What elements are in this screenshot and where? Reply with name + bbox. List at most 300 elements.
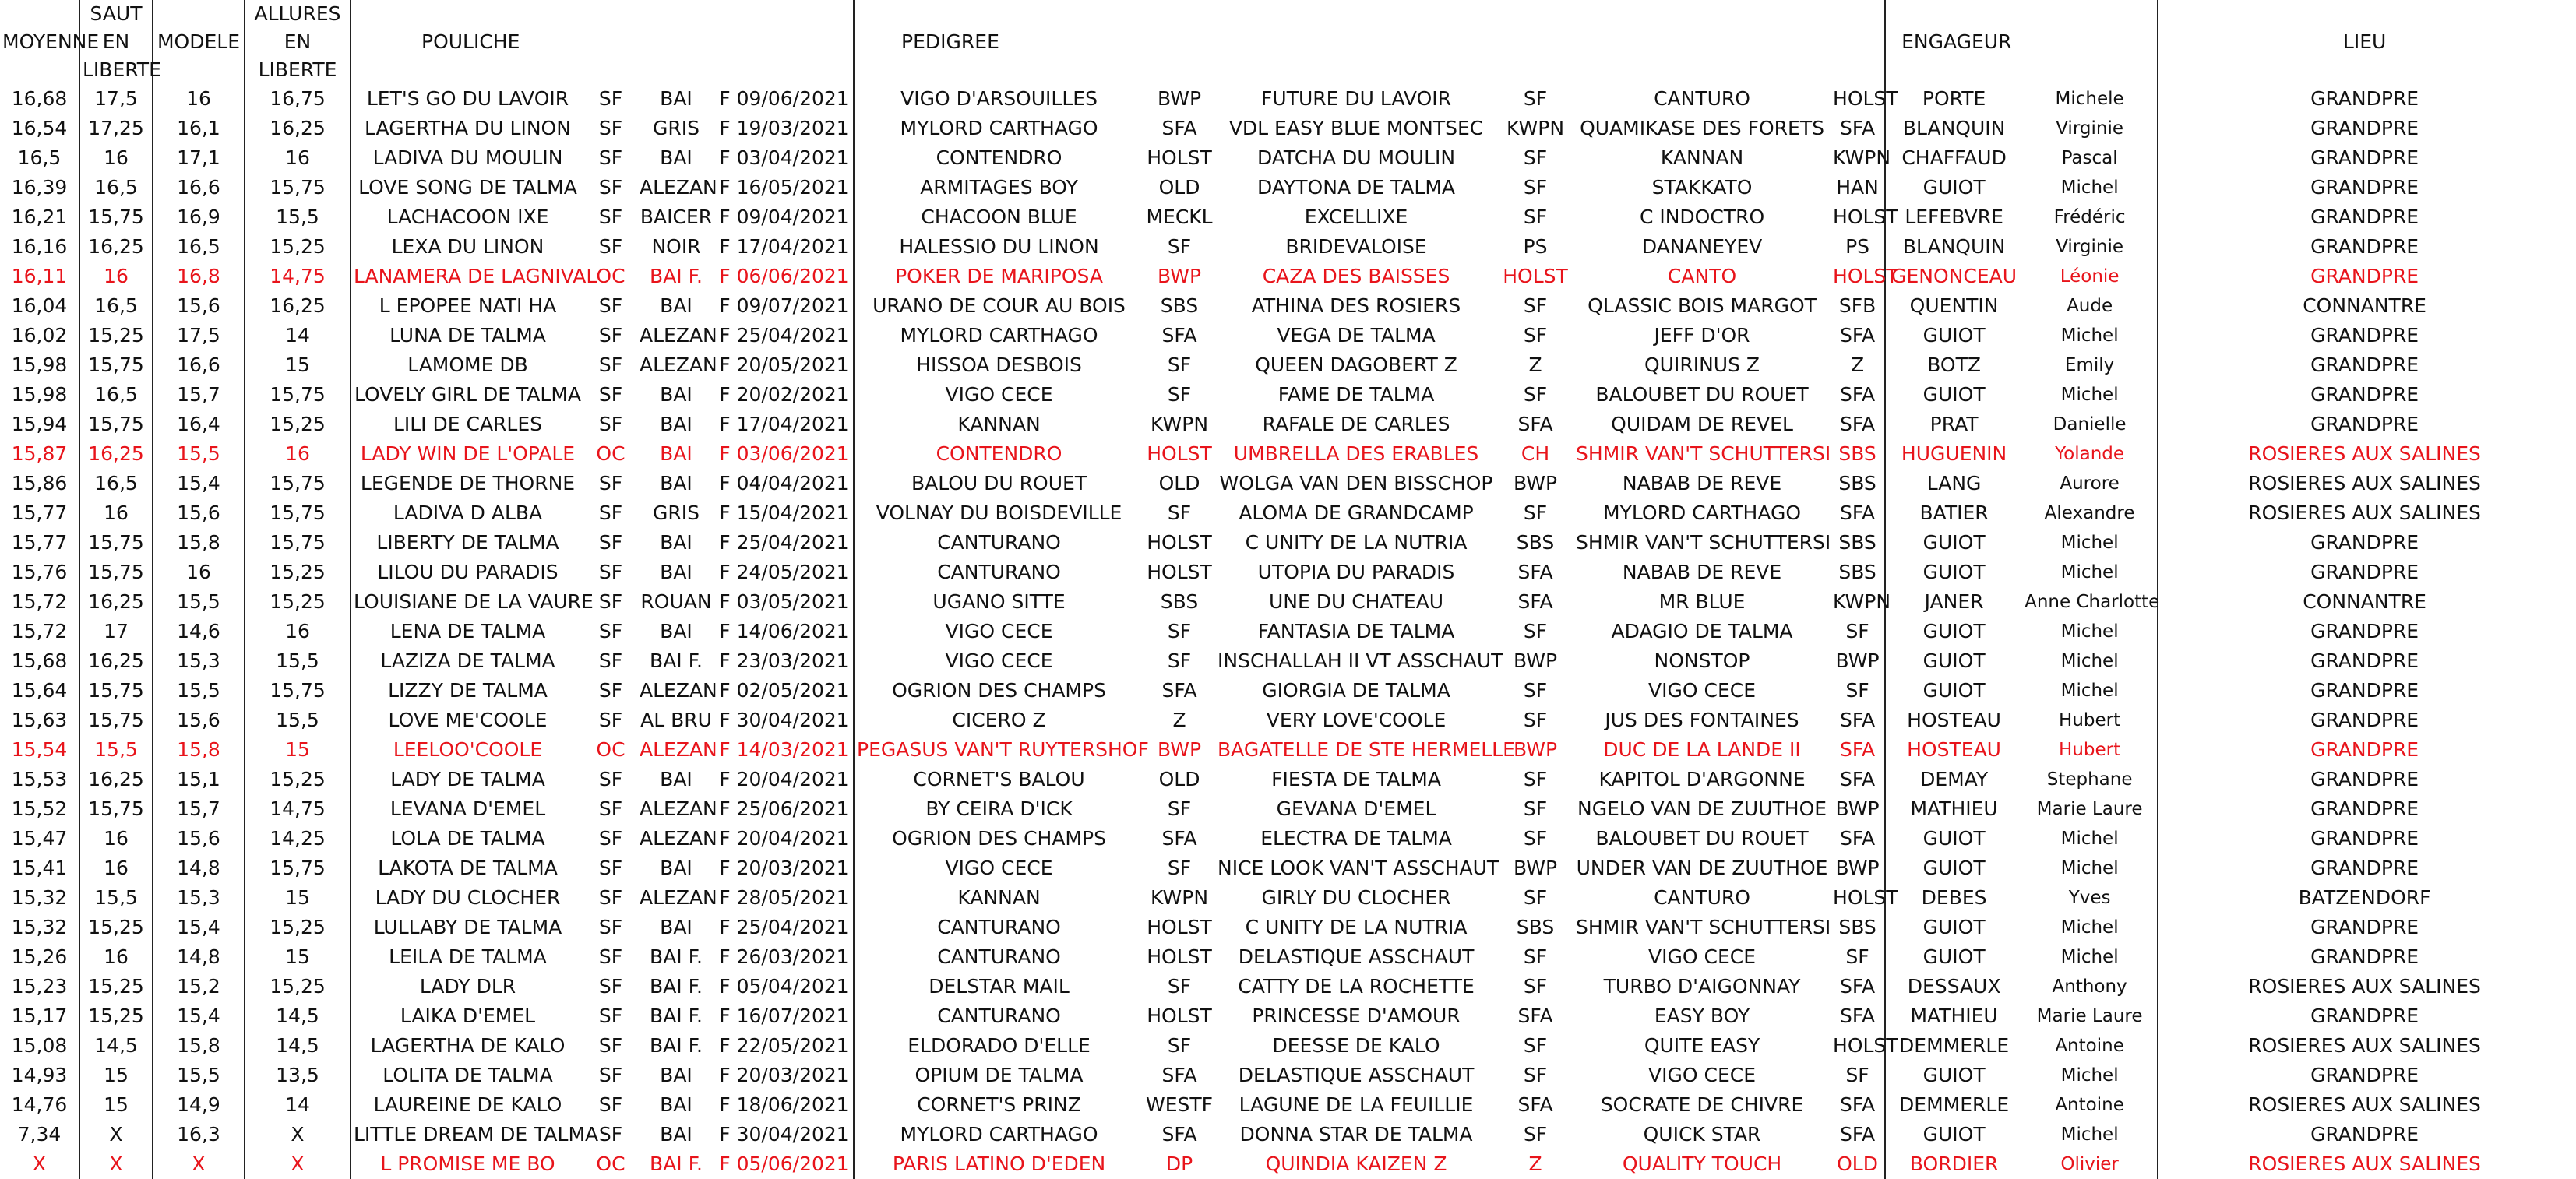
cell-race: SF [598, 1064, 623, 1086]
cell-race: SF [598, 324, 623, 347]
cell-pere: PEGASUS VAN'T RUYTERSHOF [854, 735, 1144, 765]
header-pedigree: PEDIGREE [854, 0, 1885, 84]
cell-lieu: GRANDPRE [2158, 646, 2571, 676]
cell-moyenne: 16,11 [11, 265, 68, 287]
cell-engageur-nom: CHAFFAUD [1885, 143, 2022, 173]
cell-engageur-nom: DESSAUX [1885, 972, 2022, 1001]
cell-modele: 15,8 [153, 735, 245, 765]
cell-lieu: GRANDPRE [2158, 114, 2571, 143]
table-row [0, 1001, 2571, 1031]
cell-pere-mere-race: BWP [1835, 649, 1880, 672]
cell-saut: 16,5 [79, 173, 153, 202]
cell-pere-race: SF [1167, 649, 1192, 672]
cell-mere: FAME DE TALMA [1277, 383, 1435, 406]
cell-robe: BAI F. [650, 1005, 703, 1027]
cell-lieu: GRANDPRE [2158, 558, 2571, 587]
cell-engageur-prenom: Stephane [2046, 769, 2133, 790]
cell-saut: 16,5 [79, 380, 153, 410]
cell-mere: UMBRELLA DES ERABLES [1233, 442, 1479, 465]
cell-modele: 15,5 [153, 439, 245, 469]
cell-pere-mere: SHMIR VAN'T SCHUTTERSI [1576, 916, 1831, 938]
table-row [0, 291, 2571, 321]
cell-saut: 15,75 [79, 202, 153, 232]
cell-lieu: ROSIERES AUX SALINES [2158, 439, 2571, 469]
table-row [0, 617, 2571, 646]
table-row [0, 143, 2571, 173]
header-lieu: LIEU [2158, 0, 2571, 84]
cell-mere: BAGATELLE DE STE HERMELLE [1218, 738, 1515, 761]
cell-race: SF [598, 679, 623, 702]
cell-allures: 15,75 [245, 853, 351, 883]
cell-mere: ATHINA DES ROSIERS [1251, 294, 1461, 317]
cell-naissance: F 20/03/2021 [719, 1064, 849, 1086]
cell-moyenne: 14,93 [11, 1064, 68, 1086]
cell-engageur-prenom: Aurore [2060, 473, 2120, 494]
cell-moyenne: 16,16 [11, 235, 68, 258]
table-row [0, 1090, 2571, 1120]
cell-allures: 15 [245, 735, 351, 765]
table-row [0, 1120, 2571, 1149]
cell-lieu: GRANDPRE [2158, 173, 2571, 202]
cell-engageur-nom: GUIOT [1885, 1120, 2022, 1149]
cell-mere-race: SF [1523, 620, 1548, 642]
cell-mere-race: SF [1523, 797, 1548, 820]
cell-moyenne: 7,34 [17, 1123, 62, 1146]
cell-engageur-nom: HOSTEAU [1885, 706, 2022, 735]
cell-race: SF [598, 886, 623, 909]
cell-engageur-nom: DEBES [1885, 883, 2022, 913]
cell-allures: 15 [245, 350, 351, 380]
cell-pere-race: SF [1167, 354, 1192, 376]
table-body [0, 84, 2571, 1179]
cell-race: SF [598, 827, 623, 850]
cell-pouliche: L EPOPEE NATI HA [351, 291, 584, 321]
cell-pere-mere: CANTURO [1654, 886, 1750, 909]
cell-lieu: GRANDPRE [2158, 794, 2571, 824]
cell-pere-mere-race: SFA [1840, 324, 1876, 347]
cell-saut: 15,5 [79, 735, 153, 765]
cell-modele: 15,4 [153, 1001, 245, 1031]
cell-engageur-nom: PRAT [1885, 410, 2022, 439]
cell-race: SF [598, 87, 623, 110]
cell-moyenne: 15,98 [11, 354, 68, 376]
table-row [0, 706, 2571, 735]
cell-race: SF [598, 117, 623, 139]
cell-saut: 15,75 [79, 558, 153, 587]
cell-naissance: F 02/05/2021 [719, 679, 849, 702]
cell-allures: X [245, 1120, 351, 1149]
cell-mere: LAGUNE DE LA FEUILLIE [1239, 1093, 1474, 1116]
cell-pere-mere-race: SBS [1838, 916, 1876, 938]
cell-engageur-nom: GUIOT [1885, 646, 2022, 676]
cell-robe: BAI F. [650, 649, 703, 672]
cell-saut: X [79, 1120, 153, 1149]
cell-robe: BAI F. [650, 1153, 703, 1175]
cell-naissance: F 14/03/2021 [719, 738, 849, 761]
cell-robe: BAICER [640, 206, 713, 228]
cell-pere-mere-race: SF [1845, 1064, 1869, 1086]
cell-robe: BAI [660, 1064, 692, 1086]
cell-pere-mere: MYLORD CARTHAGO [1603, 502, 1802, 524]
cell-moyenne: 15,52 [11, 797, 68, 820]
cell-modele: 15,7 [153, 380, 245, 410]
cell-saut: 16 [79, 498, 153, 528]
table-row [0, 498, 2571, 528]
cell-pere-mere: KAPITOL D'ARGONNE [1598, 768, 1806, 790]
table-row [0, 646, 2571, 676]
cell-saut: 17,5 [79, 84, 153, 114]
cell-engageur-prenom: Antoine [2055, 1095, 2124, 1115]
cell-robe: BAI [660, 561, 692, 583]
cell-pouliche: LANAMERA DE LAGNIVAL [351, 262, 584, 291]
cell-engageur-nom: GUIOT [1885, 528, 2022, 558]
cell-mere-race: HOLST [1503, 265, 1568, 287]
cell-pere-mere-race: SBS [1838, 531, 1876, 554]
cell-allures: 15,25 [245, 765, 351, 794]
cell-modele: 17,5 [153, 321, 245, 350]
cell-engageur-prenom: Pascal [2061, 148, 2118, 168]
cell-naissance: F 25/04/2021 [719, 531, 849, 554]
cell-moyenne: 15,64 [11, 679, 68, 702]
cell-pere-mere: QUIRINUS Z [1644, 354, 1760, 376]
cell-race: SF [598, 1034, 623, 1057]
cell-saut: 17,25 [79, 114, 153, 143]
cell-naissance: F 16/05/2021 [719, 176, 849, 199]
cell-modele: 15,5 [153, 676, 245, 706]
cell-pere-race: SFA [1161, 1123, 1197, 1146]
cell-allures: 16,25 [245, 291, 351, 321]
cell-pere-mere: DUC DE LA LANDE II [1603, 738, 1801, 761]
cell-robe: BAI [660, 857, 692, 879]
cell-engageur-nom: BLANQUIN [1885, 114, 2022, 143]
cell-race: SF [598, 383, 623, 406]
cell-modele: 17,1 [153, 143, 245, 173]
cell-pouliche: LACHACOON IXE [351, 202, 584, 232]
table-row [0, 350, 2571, 380]
cell-engageur-nom: GUIOT [1885, 380, 2022, 410]
cell-lieu: GRANDPRE [2158, 528, 2571, 558]
cell-naissance: F 20/04/2021 [719, 768, 849, 790]
cell-pere-race: HOLST [1147, 531, 1212, 554]
cell-modele: 15,5 [153, 587, 245, 617]
cell-race: SF [598, 413, 623, 435]
cell-pere: POKER DE MARIPOSA [854, 262, 1144, 291]
cell-mere: ALOMA DE GRANDCAMP [1239, 502, 1474, 524]
cell-moyenne: 15,54 [11, 738, 68, 761]
cell-pere: VOLNAY DU BOISDEVILLE [854, 498, 1144, 528]
cell-race: SF [598, 857, 623, 879]
cell-naissance: F 25/06/2021 [719, 797, 849, 820]
cell-naissance: F 03/06/2021 [719, 442, 849, 465]
cell-naissance: F 25/04/2021 [719, 916, 849, 938]
cell-engageur-prenom: Marie Laure [2036, 1006, 2143, 1026]
cell-engageur-nom: GUIOT [1885, 617, 2022, 646]
cell-engageur-nom: GUIOT [1885, 1061, 2022, 1090]
cell-modele: 15,3 [153, 883, 245, 913]
cell-engageur-prenom: Michel [2060, 562, 2119, 582]
cell-pere: MYLORD CARTHAGO [854, 321, 1144, 350]
cell-engageur-prenom: Michel [2060, 533, 2119, 553]
cell-pouliche: LADIVA DU MOULIN [351, 143, 584, 173]
cell-saut: 15,75 [79, 676, 153, 706]
cell-saut: 15,25 [79, 1001, 153, 1031]
cell-pere-race: SF [1167, 620, 1192, 642]
cell-pere-mere-race: SBS [1838, 472, 1876, 494]
cell-mere-race: SFA [1517, 1005, 1553, 1027]
cell-mere: RAFALE DE CARLES [1262, 413, 1450, 435]
cell-pere-mere-race: HOLST [1833, 206, 1898, 228]
cell-robe: ALEZAN [640, 738, 717, 761]
table-row [0, 558, 2571, 587]
cell-saut: 16,25 [79, 646, 153, 676]
cell-mere-race: SF [1523, 1064, 1548, 1086]
cell-mere: WOLGA VAN DEN BISSCHOP [1219, 472, 1493, 494]
cell-engageur-prenom: Michele [2055, 89, 2124, 109]
cell-engageur-prenom: Michel [2060, 178, 2119, 198]
cell-moyenne: 16,21 [11, 206, 68, 228]
cell-mere: VEGA DE TALMA [1277, 324, 1436, 347]
cell-robe: NOIR [651, 235, 701, 258]
cell-pouliche: LIBERTY DE TALMA [351, 528, 584, 558]
table-row [0, 972, 2571, 1001]
cell-engageur-nom: GUIOT [1885, 853, 2022, 883]
cell-modele: X [153, 1149, 245, 1179]
cell-pere-mere: QUIDAM DE REVEL [1611, 413, 1793, 435]
cell-lieu: GRANDPRE [2158, 350, 2571, 380]
cell-engageur-nom: GENONCEAU [1885, 262, 2022, 291]
cell-pere: CANTURANO [854, 558, 1144, 587]
table-row [0, 262, 2571, 291]
cell-moyenne: 15,94 [11, 413, 68, 435]
cell-moyenne: 15,32 [11, 886, 68, 909]
cell-pere: OGRION DES CHAMPS [854, 676, 1144, 706]
cell-engageur-prenom: Michel [2060, 858, 2119, 878]
cell-engageur-prenom: Virginie [2056, 237, 2123, 257]
cell-pere: URANO DE COUR AU BOIS [854, 291, 1144, 321]
cell-race: SF [598, 294, 623, 317]
cell-saut: 16,25 [79, 232, 153, 262]
cell-saut: 15,75 [79, 794, 153, 824]
cell-pere-mere-race: HAN [1836, 176, 1879, 199]
cell-pere-mere-race: SFA [1840, 768, 1876, 790]
cell-mere: DONNA STAR DE TALMA [1239, 1123, 1473, 1146]
cell-allures: 15,75 [245, 528, 351, 558]
cell-modele: 15,3 [153, 646, 245, 676]
cell-mere: FANTASIA DE TALMA [1257, 620, 1455, 642]
cell-pere-mere: CANTURO [1654, 87, 1750, 110]
cell-naissance: F 20/02/2021 [719, 383, 849, 406]
cell-pere: CANTURANO [854, 1001, 1144, 1031]
cell-mere-race: SF [1523, 146, 1548, 169]
cell-pouliche: LEELOO'COOLE [351, 735, 584, 765]
cell-pouliche: LOUISIANE DE LA VAURE [351, 587, 584, 617]
cell-naissance: F 09/04/2021 [719, 206, 849, 228]
cell-engageur-prenom: Michel [2060, 917, 2119, 938]
cell-allures: 15,25 [245, 972, 351, 1001]
cell-engageur-nom: GUIOT [1885, 942, 2022, 972]
cell-pouliche: LEILA DE TALMA [351, 942, 584, 972]
cell-modele: 15,4 [153, 913, 245, 942]
cell-pere-mere-race: SF [1845, 620, 1869, 642]
cell-allures: 16,75 [245, 84, 351, 114]
cell-mere-race: PS [1523, 235, 1548, 258]
cell-mere-race: BWP [1514, 472, 1558, 494]
cell-naissance: F 17/04/2021 [719, 235, 849, 258]
table-row [0, 410, 2571, 439]
cell-race: SF [598, 1093, 623, 1116]
cell-lieu: GRANDPRE [2158, 1061, 2571, 1090]
cell-pere-mere-race: SFA [1840, 117, 1876, 139]
cell-mere-race: SF [1523, 1034, 1548, 1057]
cell-engageur-nom: GUIOT [1885, 676, 2022, 706]
cell-mere-race: SF [1523, 383, 1548, 406]
table-row [0, 735, 2571, 765]
cell-pouliche: LAMOME DB [351, 350, 584, 380]
cell-robe: BAI F. [650, 945, 703, 968]
cell-pere-mere: CANTO [1667, 265, 1737, 287]
cell-naissance: F 24/05/2021 [719, 561, 849, 583]
cell-pouliche: LADY DE TALMA [351, 765, 584, 794]
cell-pere: VIGO CECE [854, 853, 1144, 883]
cell-engageur-nom: JANER [1885, 587, 2022, 617]
cell-engageur-prenom: Alexandre [2044, 503, 2135, 523]
cell-pere: VIGO CECE [854, 617, 1144, 646]
cell-engageur-prenom: Virginie [2056, 118, 2123, 139]
cell-engageur-prenom: Michel [2060, 681, 2119, 701]
cell-engageur-prenom: Michel [2060, 1065, 2119, 1086]
table-row [0, 942, 2571, 972]
cell-mere: VDL EASY BLUE MONTSEC [1228, 117, 1484, 139]
cell-pouliche: L PROMISE ME BO [351, 1149, 584, 1179]
cell-saut: 15,25 [79, 972, 153, 1001]
cell-engageur-nom: LEFEBVRE [1885, 202, 2022, 232]
cell-pere-race: SBS [1160, 294, 1199, 317]
cell-pere-race: BWP [1158, 87, 1202, 110]
cell-allures: 15,25 [245, 587, 351, 617]
cell-pouliche: LEGENDE DE THORNE [351, 469, 584, 498]
cell-saut: 15,5 [79, 883, 153, 913]
cell-robe: BAI F. [650, 1034, 703, 1057]
cell-engageur-prenom: Michel [2060, 621, 2119, 642]
cell-naissance: F 03/04/2021 [719, 146, 849, 169]
cell-race: SF [598, 531, 623, 554]
cell-allures: 14,75 [245, 794, 351, 824]
cell-pere-mere: BALOUBET DU ROUET [1595, 827, 1809, 850]
cell-pere-mere-race: SF [1845, 945, 1869, 968]
cell-allures: 14 [245, 321, 351, 350]
cell-saut: 16,5 [79, 291, 153, 321]
cell-race: SF [598, 354, 623, 376]
cell-engageur-prenom: Danielle [2053, 414, 2127, 435]
header-pouliche: POULICHE [351, 0, 854, 84]
cell-engageur-prenom: Hubert [2059, 710, 2121, 730]
cell-pere-race: SFA [1161, 324, 1197, 347]
cell-lieu: ROSIERES AUX SALINES [2158, 1090, 2571, 1120]
cell-mere: C UNITY DE LA NUTRIA [1245, 531, 1468, 554]
cell-engageur-nom: MATHIEU [1885, 1001, 2022, 1031]
cell-race: SF [598, 709, 623, 731]
cell-pere-race: WESTF [1146, 1093, 1214, 1116]
cell-pere-mere: VIGO CECE [1648, 945, 1757, 968]
cell-saut: 15,75 [79, 410, 153, 439]
cell-pere: BY CEIRA D'ICK [854, 794, 1144, 824]
cell-saut: 16 [79, 262, 153, 291]
cell-pere-race: SFA [1161, 1064, 1197, 1086]
cell-pere-race: HOLST [1147, 146, 1212, 169]
cell-saut: 16,5 [79, 469, 153, 498]
cell-mere-race: SF [1523, 768, 1548, 790]
cell-engageur-nom: GUIOT [1885, 321, 2022, 350]
cell-engageur-nom: MATHIEU [1885, 794, 2022, 824]
cell-pouliche: LEVANA D'EMEL [351, 794, 584, 824]
cell-mere-race: SFA [1517, 413, 1553, 435]
cell-pouliche: LOVE ME'COOLE [351, 706, 584, 735]
cell-pere-race: OLD [1158, 176, 1200, 199]
cell-mere: EXCELLIXE [1304, 206, 1408, 228]
cell-modele: 15,8 [153, 528, 245, 558]
cell-allures: 14,5 [245, 1031, 351, 1061]
cell-moyenne: 15,68 [11, 649, 68, 672]
cell-pere: UGANO SITTE [854, 587, 1144, 617]
cell-mere-race: Z [1528, 354, 1542, 376]
cell-mere: C UNITY DE LA NUTRIA [1245, 916, 1468, 938]
cell-mere-race: Z [1528, 1153, 1542, 1175]
cell-pere-mere-race: Z [1850, 354, 1865, 376]
header-modele: MODELE [153, 0, 245, 84]
table-row [0, 439, 2571, 469]
cell-engageur-nom: GUIOT [1885, 173, 2022, 202]
cell-mere-race: SF [1523, 206, 1548, 228]
cell-allures: 15,75 [245, 676, 351, 706]
cell-modele: 16,9 [153, 202, 245, 232]
cell-naissance: F 20/05/2021 [719, 354, 849, 376]
cell-pere-mere: QUALITY TOUCH [1622, 1153, 1782, 1175]
cell-robe: BAI [660, 87, 692, 110]
table-row [0, 1061, 2571, 1090]
cell-modele: 15,5 [153, 1061, 245, 1090]
cell-moyenne: X [32, 1153, 47, 1175]
cell-pere-race: SFA [1161, 679, 1197, 702]
cell-engageur-prenom: Léonie [2060, 266, 2120, 287]
cell-saut: 16,25 [79, 765, 153, 794]
cell-moyenne: 15,76 [11, 561, 68, 583]
table-row [0, 202, 2571, 232]
cell-pere-mere-race: SFA [1840, 1093, 1876, 1116]
cell-pouliche: LEXA DU LINON [351, 232, 584, 262]
cell-race: SF [598, 561, 623, 583]
cell-pere: CICERO Z [854, 706, 1144, 735]
cell-naissance: F 18/06/2021 [719, 1093, 849, 1116]
cell-robe: AL BRU [640, 709, 712, 731]
cell-allures: 15,25 [245, 232, 351, 262]
cell-naissance: F 26/03/2021 [719, 945, 849, 968]
cell-mere: DELASTIQUE ASSCHAUT [1238, 945, 1475, 968]
table-row [0, 824, 2571, 853]
cell-modele: 14,8 [153, 942, 245, 972]
cell-lieu: ROSIERES AUX SALINES [2158, 1031, 2571, 1061]
cell-race: SF [598, 472, 623, 494]
cell-race: SF [598, 1005, 623, 1027]
cell-pere-mere-race: SFA [1840, 502, 1876, 524]
cell-pouliche: LAIKA D'EMEL [351, 1001, 584, 1031]
cell-moyenne: 15,86 [11, 472, 68, 494]
cell-mere-race: SF [1523, 945, 1548, 968]
cell-moyenne: 15,26 [11, 945, 68, 968]
cell-lieu: ROSIERES AUX SALINES [2158, 498, 2571, 528]
cell-pouliche: LOLA DE TALMA [351, 824, 584, 853]
cell-modele: 14,8 [153, 853, 245, 883]
table-row [0, 883, 2571, 913]
